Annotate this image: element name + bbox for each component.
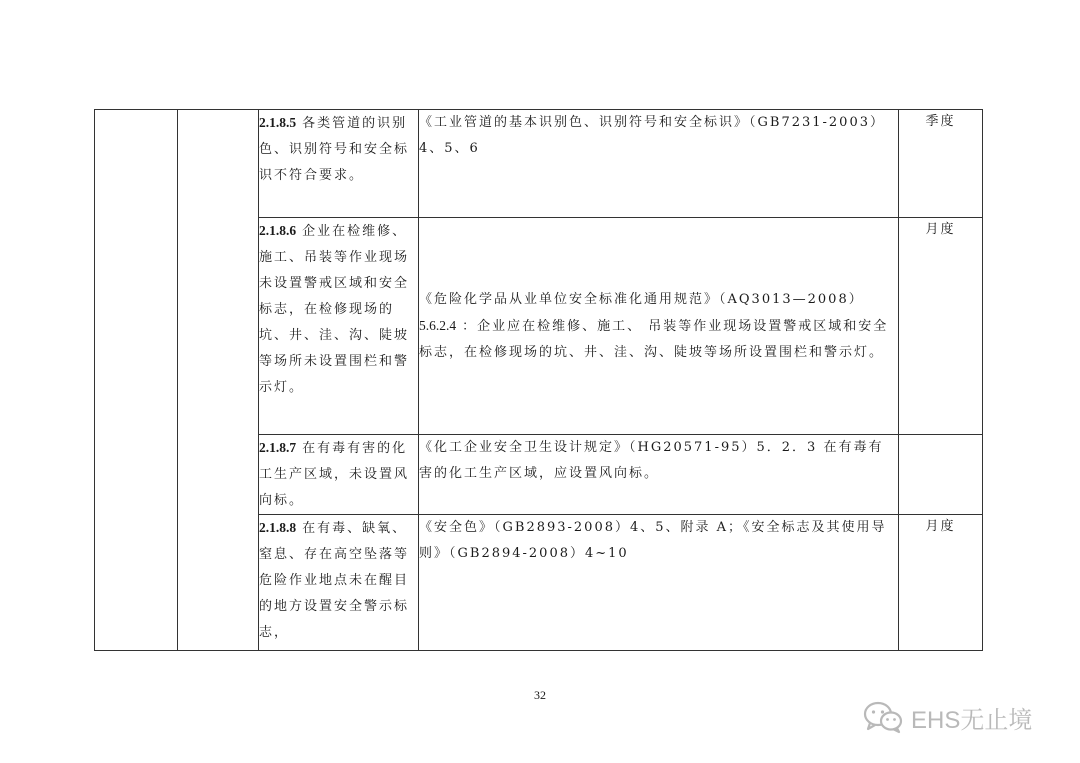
basis-title: 《危险化学品从业单位安全标准化通用规范》（AQ3013—2008）: [419, 291, 864, 307]
item-code: 2.1.8.8: [259, 520, 297, 535]
inspection-table: [94, 109, 983, 651]
subcategory-cell: [178, 110, 259, 651]
table-row: [95, 110, 983, 218]
item-text: 在有毒有害的化工生产区域，未设置风向标。: [259, 441, 410, 508]
frequency-cell: [899, 218, 983, 435]
item-cell: [259, 218, 419, 435]
watermark-text: EHS无止境: [911, 706, 1033, 734]
basis-cell: [419, 515, 899, 651]
basis-text: 《化工企业安全卫生设计规定》（HG20571-95）5．2．3 在有毒有害的化工生产区域，应设置风向标。: [419, 440, 884, 481]
item-text: 在有毒、缺氧、窒息、存在高空坠落等危险作业地点未在醒目的地方设置安全警示标志，: [259, 521, 410, 640]
item-code: 2.1.8.7: [259, 440, 297, 455]
item-text: 各类管道的识别色、识别符号和安全标识不符合要求。: [259, 116, 410, 183]
frequency-text: 季度: [925, 114, 956, 129]
item-cell: [259, 435, 419, 515]
page-number: 32: [534, 688, 546, 702]
wechat-icon: [862, 700, 906, 734]
category-cell: [95, 110, 178, 651]
item-code: 2.1.8.6: [259, 223, 297, 238]
basis-text: 《工业管道的基本识别色、识别符号和安全标识》（GB7231-2003）4、5、6: [419, 115, 885, 156]
frequency-cell: [899, 435, 983, 515]
basis-text: 《安全色》（GB2893-2008）4、5、附录 A；《安全标志及其使用导则》（GB2894-2008）4~10: [419, 520, 887, 561]
basis-text: ：企业应在检维修、施工、 吊装等作业现场设置警戒区域和安全标志，在检修现场的坑、井、洼、沟、陡坡等场所设置围栏和警示灯。: [419, 318, 889, 360]
watermark: [862, 700, 1032, 734]
frequency-cell: [899, 515, 983, 651]
item-cell: [259, 110, 419, 218]
frequency-text: 月度: [925, 222, 956, 237]
item-code: 2.1.8.5: [259, 115, 297, 130]
item-cell: [259, 515, 419, 651]
basis-cell: [419, 218, 899, 435]
basis-clause: 5.6.2.4: [419, 317, 457, 333]
frequency-cell: [899, 110, 983, 218]
frequency-text: 月度: [925, 519, 956, 534]
item-text: 企业在检维修、施工、吊装等作业现场未设置警戒区域和安全标志，在检修现场的坑、井、洼、沟、陡坡等场所未设置围栏和警示灯。: [259, 224, 410, 395]
basis-cell: [419, 110, 899, 218]
basis-cell: [419, 435, 899, 515]
